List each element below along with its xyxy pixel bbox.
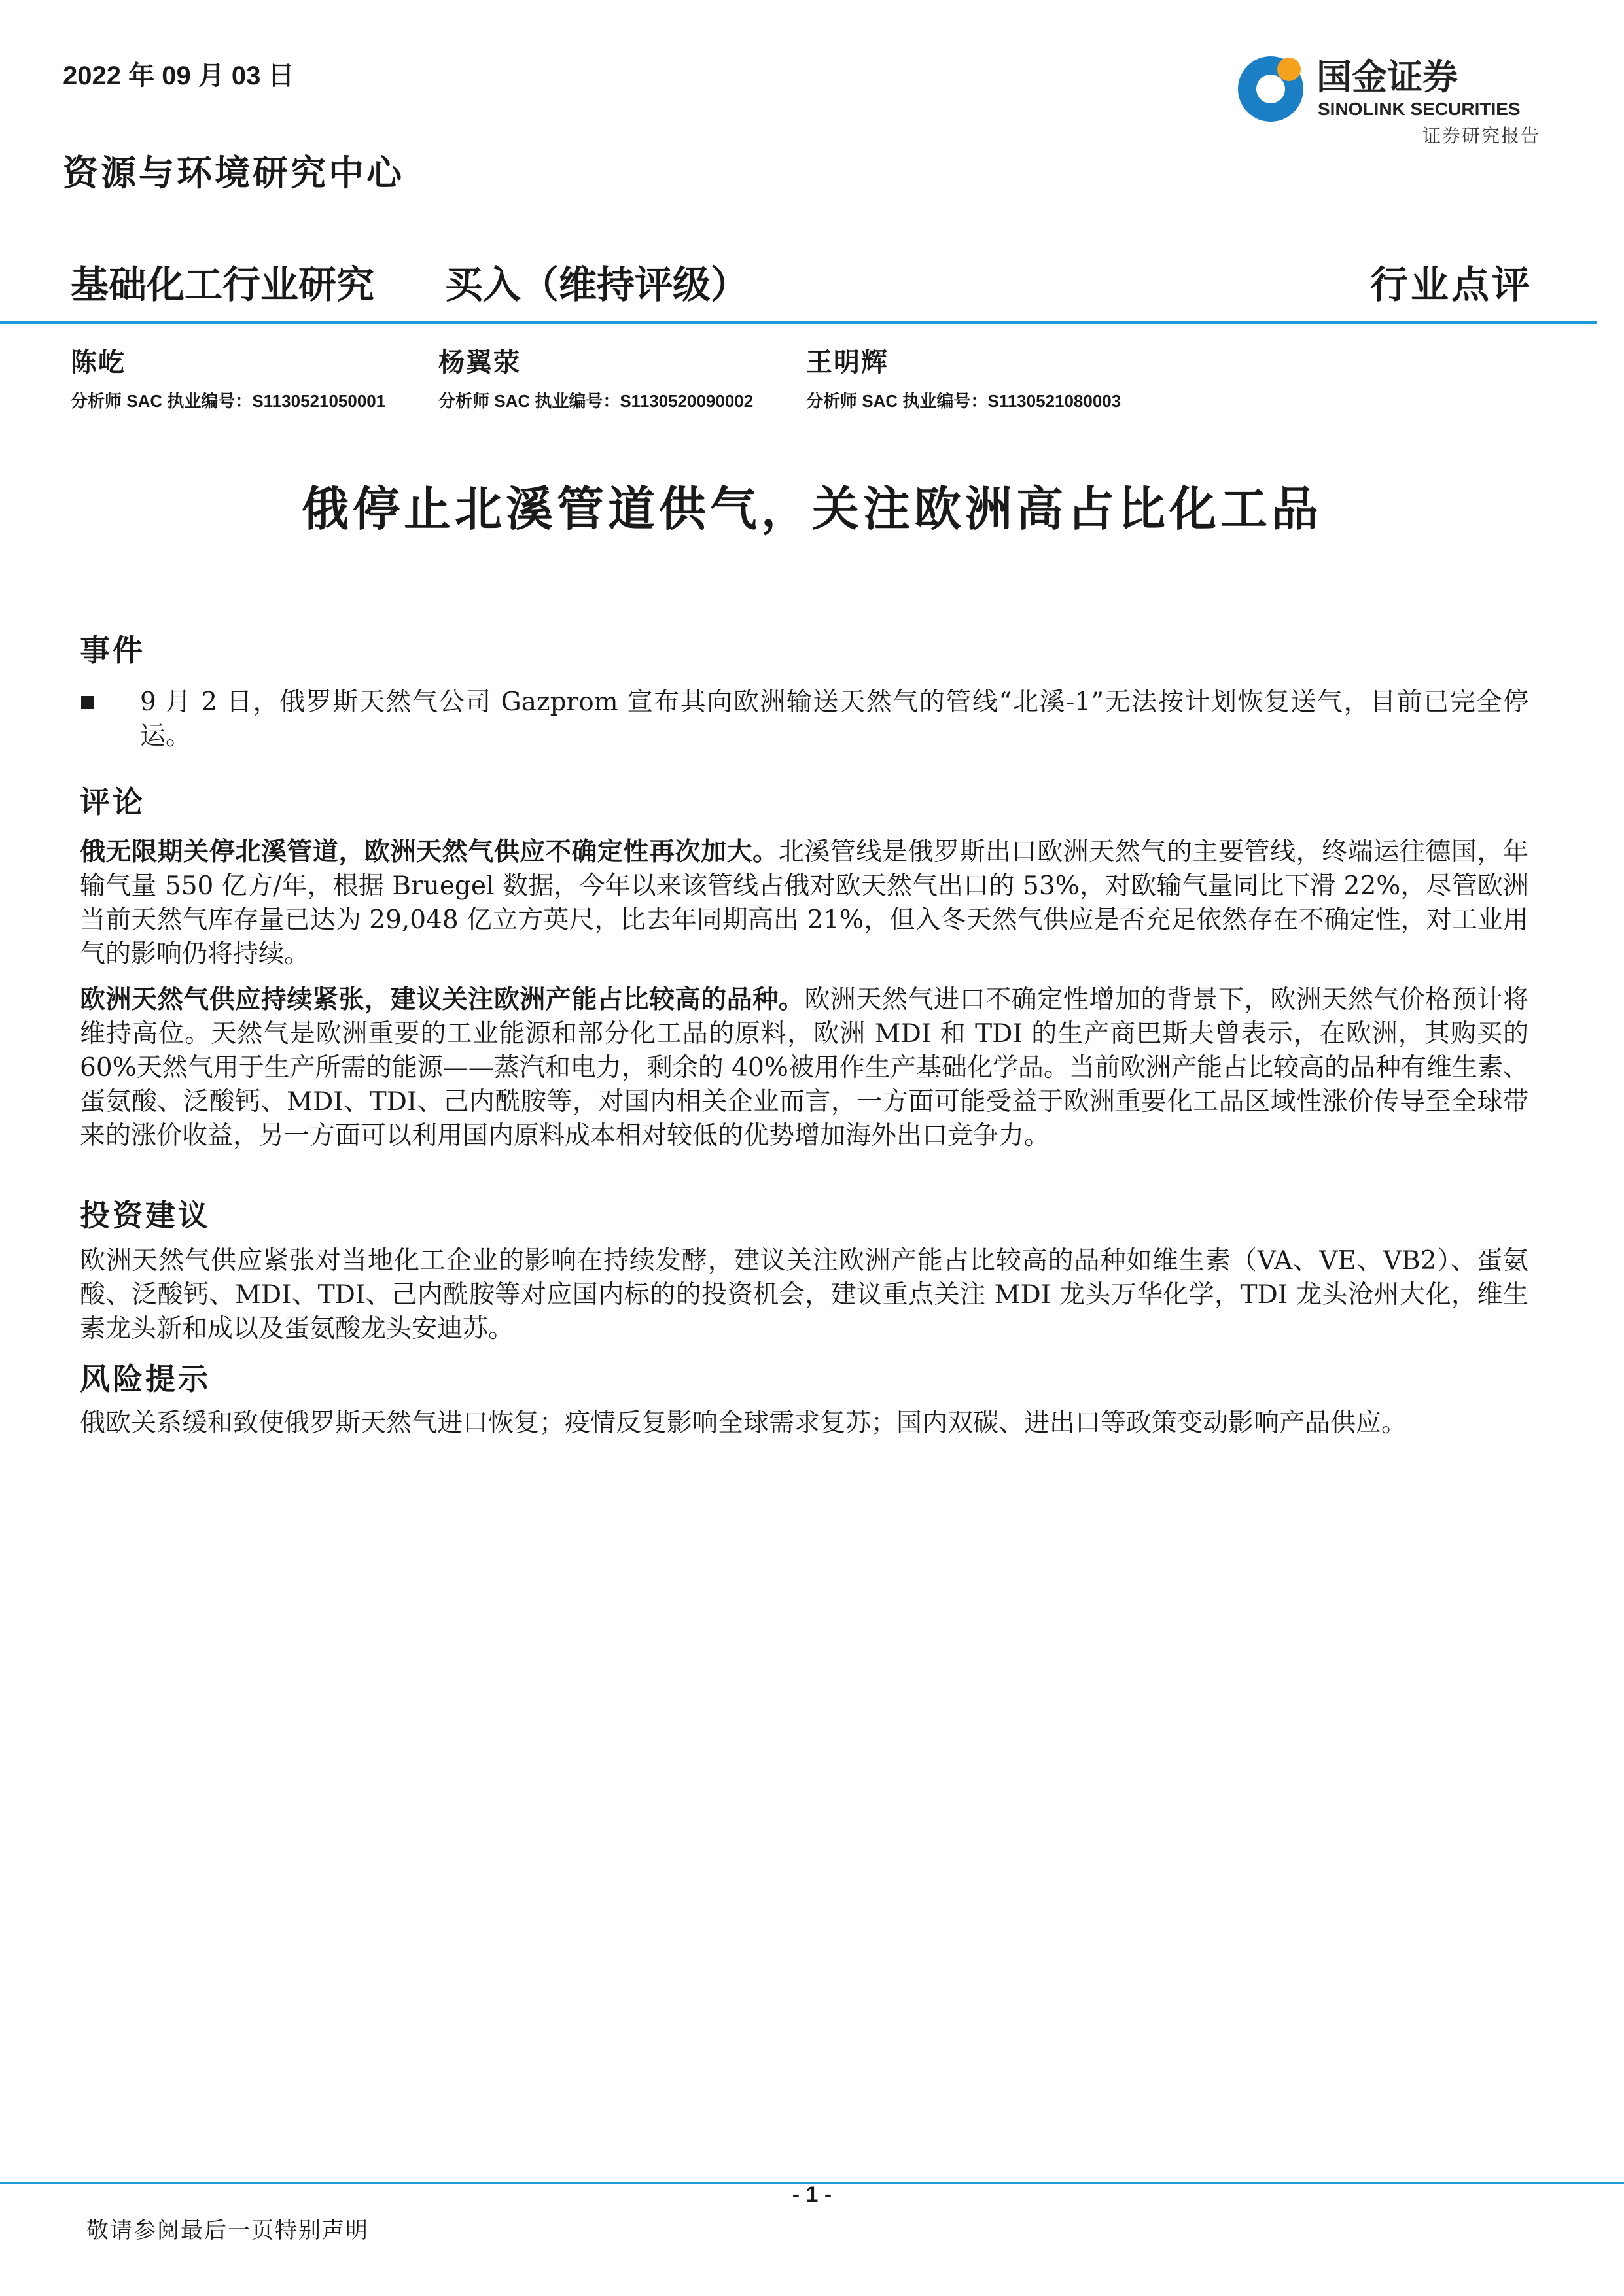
section-heading-risk: 风险提示	[80, 1361, 211, 1397]
section-heading-comment: 评论	[80, 784, 145, 820]
page-number: - 1 -	[792, 2182, 832, 2207]
footer-disclaimer: 敬请参阅最后一页特别声明	[86, 2218, 369, 2244]
paragraph-body: 欧洲天然气进口不确定性增加的背景下，欧洲天然气价格预计将维持高位。天然气是欧洲重要的工业能源和部分化工品的原料，欧洲 MDI 和 TDI 的生产商巴斯夫曾表示，在欧洲，其购买的 60%天然气用于生产所需的能源——蒸汽和电力，剩余的 40%被用作生产基础化学品。当前欧洲产能占比较高的品种有维生素、蛋氨酸、泛酸钙、MDI、TDI、己内酰胺等，对国内相关企业而言，一方面可能受益于欧洲重要化工品区域性涨价传导至全球带来的涨价收益，另一方面可以利用国内原料成本相对较低的优势增加海外出口竞争力。	[80, 985, 1528, 1151]
comment-paragraph-2	[80, 983, 1528, 1153]
square-bullet-icon	[81, 696, 94, 709]
report-kind-label: 证券研究报告	[1422, 125, 1540, 147]
risk-text: 俄欧关系缓和致使俄罗斯天然气进口恢复；疫情反复影响全球需求复苏；国内双碳、进出口等政策变动影响产品供应。	[80, 1408, 1407, 1438]
logo-name-cn: 国金证券	[1316, 56, 1458, 97]
rating: 买入（维持评级）	[445, 264, 749, 306]
industry-research: 基础化工行业研究	[71, 264, 375, 306]
paragraph-body: 北溪管线是俄罗斯出口欧洲天然气的主要管线，终端运往德国，年输气量 550 亿方/年，根据 Bruegel 数据，今年以来该管线占俄对欧天然气出口的 53%，对欧输气量同比下滑 22%，尽管欧洲当前天然气库存量已达为 29,048 亿立方英尺，比去年同期高出 21%，但入冬天然气供应是否充足依然存在不确定性，对工业用气的影响仍将持续。	[80, 837, 1528, 969]
investment-text: 欧洲天然气供应紧张对当地化工企业的影响在持续发酵，建议关注欧洲产能占比较高的品种如维生素（VA、VE、VB2）、蛋氨酸、泛酸钙、MDI、TDI、己内酰胺等对应国内标的的投资机会，建议重点关注 MDI 龙头万华化学，TDI 龙头沧州大化，维生素龙头新和成以及蛋氨酸龙头安迪苏。	[80, 1246, 1528, 1344]
event-bullet-text: 9 月 2 日，俄罗斯天然气公司 Gazprom 宣布其向欧洲输送天然气的管线“北溪-1”无法按计划恢复送气，目前已完全停运。	[140, 687, 1528, 751]
report-type: 行业点评	[1369, 262, 1532, 307]
analyst-name: 陈屹	[71, 347, 126, 377]
analyst-name: 王明辉	[806, 347, 889, 377]
analyst-id: 分析师 SAC 执业编号：S1130521050001	[71, 391, 386, 411]
analyst-id: 分析师 SAC 执业编号：S1130520090002	[438, 391, 754, 411]
analyst	[806, 341, 1121, 412]
report-date: 2022 年 09 月 03 日	[63, 61, 294, 90]
research-center: 资源与环境研究中心	[63, 152, 404, 194]
section-heading-event: 事件	[80, 633, 145, 668]
paragraph-lead: 欧洲天然气供应持续紧张，建议关注欧洲产能占比较高的品种。	[80, 984, 805, 1015]
logo-name-en: SINOLINK SECURITIES	[1318, 99, 1521, 119]
report-title: 俄停止北溪管道供气，关注欧洲高占比化工品	[301, 481, 1322, 536]
brand-logo	[1235, 52, 1543, 126]
comment-paragraph-1	[80, 835, 1528, 971]
analyst	[438, 341, 753, 412]
analyst	[71, 341, 385, 412]
paragraph-lead: 俄无限期关停北溪管道，欧洲天然气供应不确定性再次加大。	[80, 837, 779, 867]
analyst-id: 分析师 SAC 执业编号：S1130521080003	[806, 391, 1121, 411]
header-divider	[0, 321, 1597, 324]
section-heading-investment: 投资建议	[80, 1198, 211, 1233]
analyst-name: 杨翼荥	[438, 347, 521, 377]
